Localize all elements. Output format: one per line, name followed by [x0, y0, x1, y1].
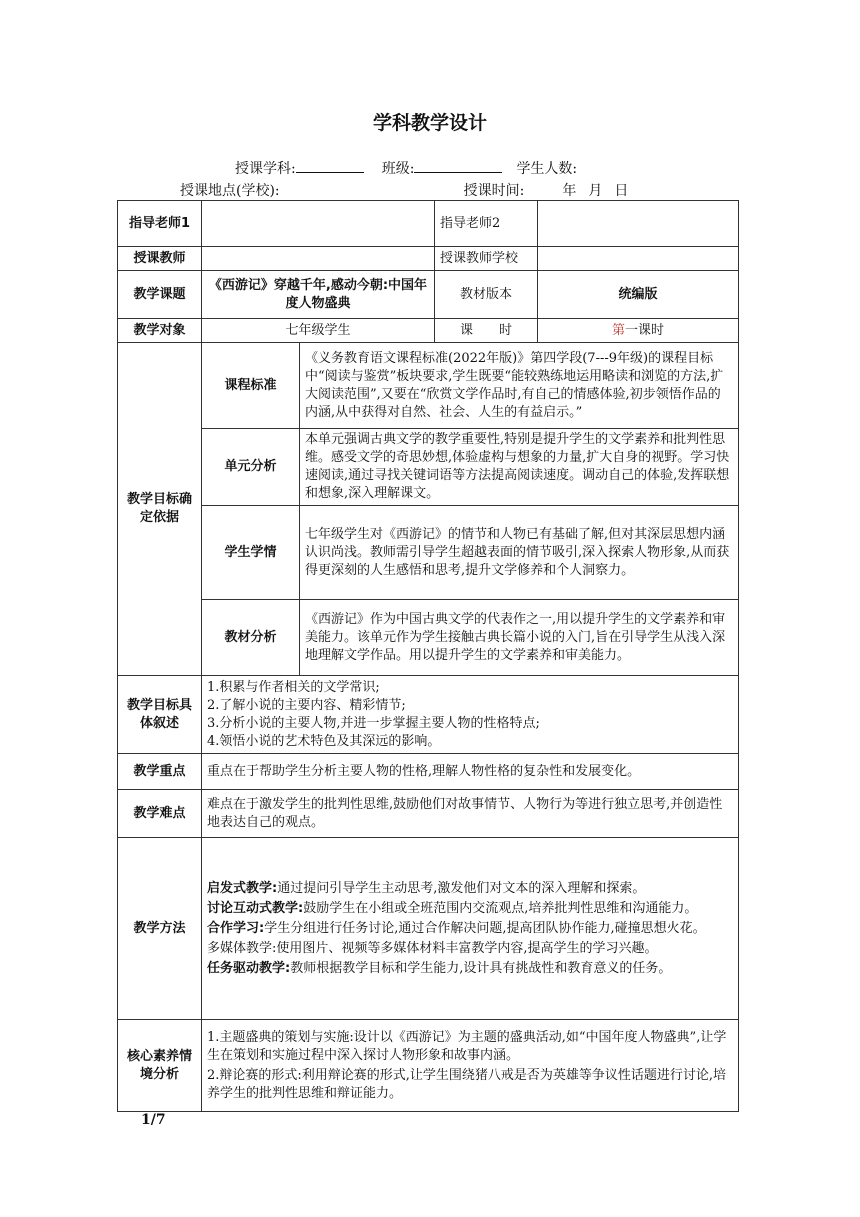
method-name: 任务驱动教学: — [207, 960, 291, 976]
teacher-value — [202, 247, 435, 271]
core-item: 1.主题盛典的策划与实施:设计以《西游记》为主题的盛典活动,如“中国年度人物盛典”,让学生在策划和实施过程中深入探讨人物形象和故事内涵。 — [207, 1029, 727, 1063]
table-row — [118, 600, 739, 676]
page-title: 学科教学设计 — [372, 112, 487, 134]
period-value — [538, 319, 739, 343]
target-value: 七年级学生 — [202, 319, 435, 343]
table-row — [118, 319, 739, 343]
table-row — [118, 343, 739, 429]
class-blank — [414, 158, 502, 173]
method-item — [207, 920, 733, 938]
method-text: 鼓励学生在小组或全班范围内交流观点,培养批判性思维和沟通能力。 — [303, 900, 698, 916]
month-label: 月 — [588, 183, 603, 199]
objective-item: 1.积累与作者相关的文学常识; — [207, 679, 380, 695]
textbook-label: 教材版本 — [435, 271, 538, 319]
basis-item-label: 课程标准 — [202, 343, 300, 429]
basis-label: 教学目标确定依据 — [118, 343, 202, 676]
textbook-value: 统编版 — [538, 271, 739, 319]
advisor1-value — [202, 201, 435, 247]
method-name: 合作学习: — [207, 920, 265, 936]
day-label: 日 — [614, 183, 629, 199]
topic-label: 教学课题 — [118, 271, 202, 319]
method-text: 学生分组进行任务讨论,通过合作解决问题,提高团队协作能力,碰撞思想火花。 — [264, 920, 706, 936]
method-name: 多媒体教学: — [207, 940, 277, 956]
core-item: 2.辩论赛的形式:利用辩论赛的形式,让学生围绕猪八戒是否为英雄等争议性话题进行讨论,培养学生的批判性思维和辩证能力。 — [207, 1067, 727, 1101]
table-row — [118, 754, 739, 790]
page-number: 1/7 — [141, 1112, 166, 1128]
methods-label: 教学方法 — [118, 838, 202, 1020]
method-item — [207, 900, 733, 918]
objectives-label: 教学目标具体叙述 — [118, 676, 202, 754]
key-point-label: 教学重点 — [118, 754, 202, 790]
subject-label: 授课学科: — [235, 161, 296, 177]
method-item — [207, 940, 733, 958]
table-row — [118, 247, 739, 271]
advisor1-label: 指导老师1 — [118, 201, 202, 247]
students-label: 学生人数: — [516, 161, 578, 177]
core-list — [202, 1020, 739, 1112]
class-label: 班级: — [381, 161, 415, 177]
basis-item-text: 《义务教育语文课程标准(2022年版)》第四学段(7---9年级)的课程目标中“阅读与鉴赏”板块要求,学生既要“能较熟练地运用略读和浏览的方法,扩大阅读范围”,又要在“欣赏文学作品时,有自己的情感体验,初步领悟作品的内涵,从中获得对自然、社会、人生的有益启示。” — [300, 343, 739, 429]
table-row — [118, 790, 739, 838]
basis-item-label: 教材分析 — [202, 600, 300, 676]
method-text: 通过提问引导学生主动思考,激发他们对文本的深入理解和探索。 — [277, 880, 646, 896]
basis-item-text: 《西游记》作为中国古典文学的代表作之一,用以提升学生的文学素养和审美能力。该单元作为学生接触古典长篇小说的入门,旨在引导学生从浅入深地理解文学作品。用以提升学生的文学素养和审美能力。 — [300, 600, 739, 676]
info-line-2 — [180, 180, 680, 200]
time-label: 授课时间: — [463, 183, 525, 199]
topic-value: 《西游记》穿越千年,感动今朝:中国年度人物盛典 — [202, 271, 435, 319]
basis-item-text: 七年级学生对《西游记》的情节和人物已有基础了解,但对其深层思想内涵认识尚浅。教师需引导学生超越表面的情节吸引,深入探索人物形象,从而获得更深刻的人生感悟和思考,提升文学修养和个人洞察力。 — [300, 506, 739, 600]
methods-list — [202, 838, 739, 1020]
target-label: 教学对象 — [118, 319, 202, 343]
advisor2-label: 指导老师2 — [435, 201, 538, 247]
table-row — [118, 429, 739, 506]
period-value-red: 第 — [611, 322, 625, 338]
method-name: 启发式教学: — [207, 880, 278, 896]
method-name: 讨论互动式教学: — [207, 900, 304, 916]
core-label: 核心素养情境分析 — [118, 1020, 202, 1112]
table-row — [118, 201, 739, 247]
table-row — [118, 838, 739, 1020]
info-line-1 — [235, 158, 577, 178]
year-label: 年 — [562, 183, 577, 199]
teacher-label: 授课教师 — [118, 247, 202, 271]
basis-item-text: 本单元强调古典文学的教学重要性,特别是提升学生的文学素养和批判性思维。感受文学的奇思妙想,体验虚构与想象的力量,扩大自身的视野。学习快速阅读,通过寻找关键词语等方法提高阅读速度。调动自己的体验,发挥联想和想象,深入理解课文。 — [300, 429, 739, 506]
difficulty-label: 教学难点 — [118, 790, 202, 838]
method-text: 教师根据教学目标和学生能力,设计具有挑战性和教育意义的任务。 — [290, 960, 672, 976]
table-row — [118, 506, 739, 600]
objective-item: 4.领悟小说的艺术特色及其深远的影响。 — [207, 733, 441, 749]
lesson-plan-table — [117, 200, 739, 1112]
period-value-rest: 一课时 — [625, 322, 665, 338]
teacher-school-label: 授课教师学校 — [435, 247, 538, 271]
method-text: 使用图片、视频等多媒体材料丰富教学内容,提高学生的学习兴趣。 — [276, 940, 658, 956]
table-row — [118, 1020, 739, 1112]
objectives-list — [202, 676, 739, 754]
table-row — [118, 676, 739, 754]
location-label: 授课地点(学校): — [180, 183, 280, 199]
basis-item-label: 学生学情 — [202, 506, 300, 600]
table-row — [118, 271, 739, 319]
method-item — [207, 960, 733, 978]
difficulty-text: 难点在于激发学生的批判性思维,鼓励他们对故事情节、人物行为等进行独立思考,并创造性地表达自己的观点。 — [202, 790, 739, 838]
key-point-text: 重点在于帮助学生分析主要人物的性格,理解人物性格的复杂性和发展变化。 — [202, 754, 739, 790]
basis-item-label: 单元分析 — [202, 429, 300, 506]
method-item — [207, 880, 733, 898]
period-label: 课 时 — [435, 319, 538, 343]
objective-item: 3.分析小说的主要人物,并进一步掌握主要人物的性格特点; — [207, 715, 540, 731]
subject-blank — [296, 158, 364, 173]
teacher-school-value — [538, 247, 739, 271]
advisor2-value — [538, 201, 739, 247]
objective-item: 2.了解小说的主要内容、精彩情节; — [207, 697, 406, 713]
